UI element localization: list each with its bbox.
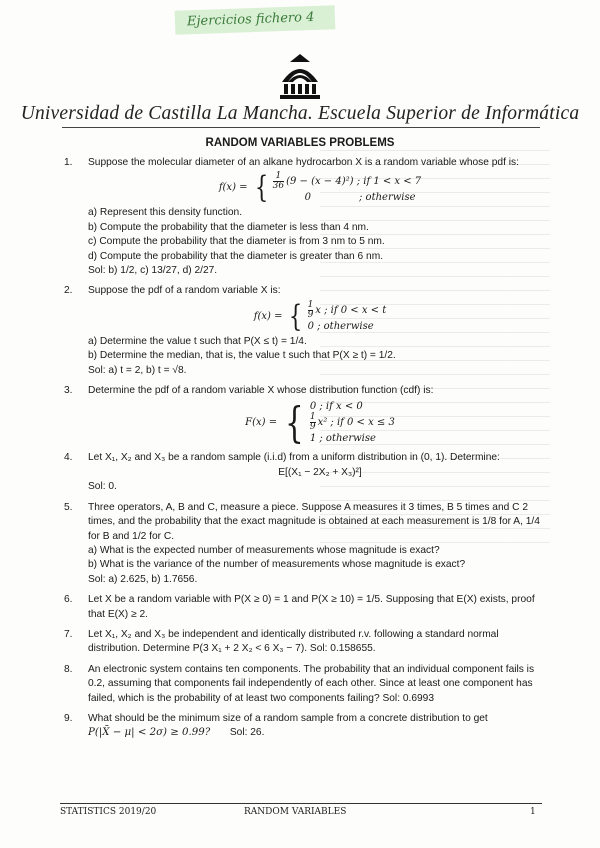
problem-number: 2.: [64, 285, 73, 297]
brace-glyph: {: [285, 397, 304, 447]
solution: Sol: 26.: [229, 727, 265, 739]
cdf-formula: [88, 397, 552, 447]
problem-number: 5.: [64, 501, 73, 513]
problem-statement: Suppose the molecular diameter of an alkane hydrocarbon X is a random variable whose pdf is:: [88, 157, 519, 168]
formula-case-3: 1 ; otherwise: [309, 433, 376, 445]
problem-3: [64, 384, 552, 445]
problem-number: 1.: [64, 157, 73, 168]
expectation-expression: E[(X₁ − 2X₂ + X₃)²]: [278, 466, 362, 478]
probability-expression: P(|X̄ − μ| < 2σ) ≥ 0.99?: [88, 727, 211, 739]
problem-number: 7.: [64, 628, 73, 640]
formula-case-2-value: 0: [304, 192, 311, 204]
problem-2: [64, 284, 552, 378]
problem-number: 3.: [64, 385, 73, 397]
solution: Sol: 0.: [88, 481, 117, 493]
fraction: $\frac{1}{36}$: [272, 171, 285, 192]
solution: Sol: b) 1/2, c) 13/27, d) 2/27.: [88, 265, 218, 277]
footer-topic: RANDOM VARIABLES: [244, 807, 347, 817]
formula-lhs: f(x) =: [253, 310, 283, 322]
problem-list: [64, 156, 552, 747]
formula-case-1: x ; if 0 < x < t: [315, 304, 387, 316]
problem-1: [64, 156, 552, 278]
subquestion-b: b) Compute the probability that the diameter is less than 4 nm.: [88, 221, 369, 233]
problem-4: [64, 451, 552, 494]
problem-7: [64, 628, 552, 657]
university-heading: Universidad de Castilla La Mancha. Escuela Superior de Informática: [20, 103, 580, 124]
subquestion-b: b) What is the variance of the number of measurements whose magnitude is exact?: [88, 559, 466, 571]
formula-case-2: 0 ; otherwise: [307, 320, 374, 332]
formula-case-1: (9 − (x − 4)²) ; if 1 < x < 7: [286, 176, 422, 188]
subquestion-a: a) Determine the value t such that P(X ≤ t) = 1/4.: [88, 335, 307, 347]
footer-divider: [60, 803, 542, 804]
subquestion-a: a) Represent this density function.: [88, 207, 243, 219]
fraction: $\frac{1}{9}$: [309, 412, 316, 433]
problem-number: 4.: [64, 452, 73, 464]
solution: Sol: a) 2.625, b) 1.7656.: [88, 573, 198, 585]
subquestion-d: d) Compute the probability that the diameter is greater than 6 nm.: [88, 250, 384, 262]
problem-statement: An electronic system contains ten components. The probability that an individual component fails is 0.2, assuming that components fail independently of each other. Since at least one component has failed, which is the probability of at least two components failing? Sol: 0.6993: [88, 663, 535, 704]
formula-case-2: x² ; if 0 < x ≤ 3: [317, 417, 395, 429]
problem-statement: Three operators, A, B and C, measure a piece. Suppose A measures it 3 times, B 5 times and C 2 times, and the probability that the exact magnitude is obtained at each measurement is 1/8 for A, 1/4 for B and 1/2 for C.: [88, 501, 540, 542]
subquestion-b: b) Determine the median, that is, the value t such that P(X ≥ t) = 1/2.: [88, 350, 396, 362]
formula-case-2-cond: ; otherwise: [359, 192, 416, 204]
problem-number: 8.: [64, 663, 73, 675]
problem-statement: Let X₁, X₂ and X₃ be independent and identically distributed r.v. following a standard normal distribution. Determine P(3 X₁ + 2 X₂ < 6 X₃ − 7). Sol: 0.158655.: [88, 628, 499, 655]
problem-number: 9.: [64, 712, 73, 724]
header-divider: [62, 127, 540, 128]
problem-9: [64, 712, 552, 741]
university-logo: [276, 52, 324, 102]
subquestion-a: a) What is the expected number of measurements whose magnitude is exact?: [88, 544, 440, 556]
page-number: 1: [530, 807, 536, 817]
problem-statement: What should be the minimum size of a random sample from a concrete distribution to get: [88, 712, 488, 724]
problem-6: [64, 593, 552, 622]
problem-statement: Suppose the pdf of a random variable X is:: [88, 285, 281, 297]
subquestion-c: c) Compute the probability that the diameter is from 3 nm to 5 nm.: [88, 236, 385, 248]
probability-condition: [88, 726, 552, 740]
formula-case-1: 0 ; if x < 0: [309, 401, 363, 413]
brace-glyph: {: [254, 170, 268, 206]
handwritten-note: Ejercicios fichero 4: [175, 5, 336, 35]
problem-5: [64, 501, 552, 587]
problem-number: 6.: [64, 594, 73, 606]
solution: Sol: a) t = 2, b) t = √8.: [88, 364, 187, 376]
problem-8: [64, 663, 552, 706]
pdf-formula: [88, 172, 552, 204]
brace-glyph: {: [289, 298, 303, 334]
formula-lhs: F(x) =: [245, 416, 278, 428]
pdf-formula: [88, 298, 552, 334]
footer-course: STATISTICS 2019/20: [60, 807, 157, 817]
fraction: $\frac{1}{9}$: [307, 299, 314, 320]
problem-statement: Let X₁, X₂ and X₃ be a random sample (i.i.d) from a uniform distribution in (0, 1). Determine:: [88, 452, 500, 464]
problem-statement: Determine the pdf of a random variable X whose distribution function (cdf) is:: [88, 385, 434, 397]
problem-statement: Let X be a random variable with P(X ≥ 0) = 1 and P(X ≥ 10) = 1/5. Supposing that E(X) exists, proof that E(X) ≥ 2.: [88, 594, 535, 620]
formula-lhs: f(x) =: [218, 182, 248, 194]
page-title: RANDOM VARIABLES PROBLEMS: [205, 137, 395, 149]
